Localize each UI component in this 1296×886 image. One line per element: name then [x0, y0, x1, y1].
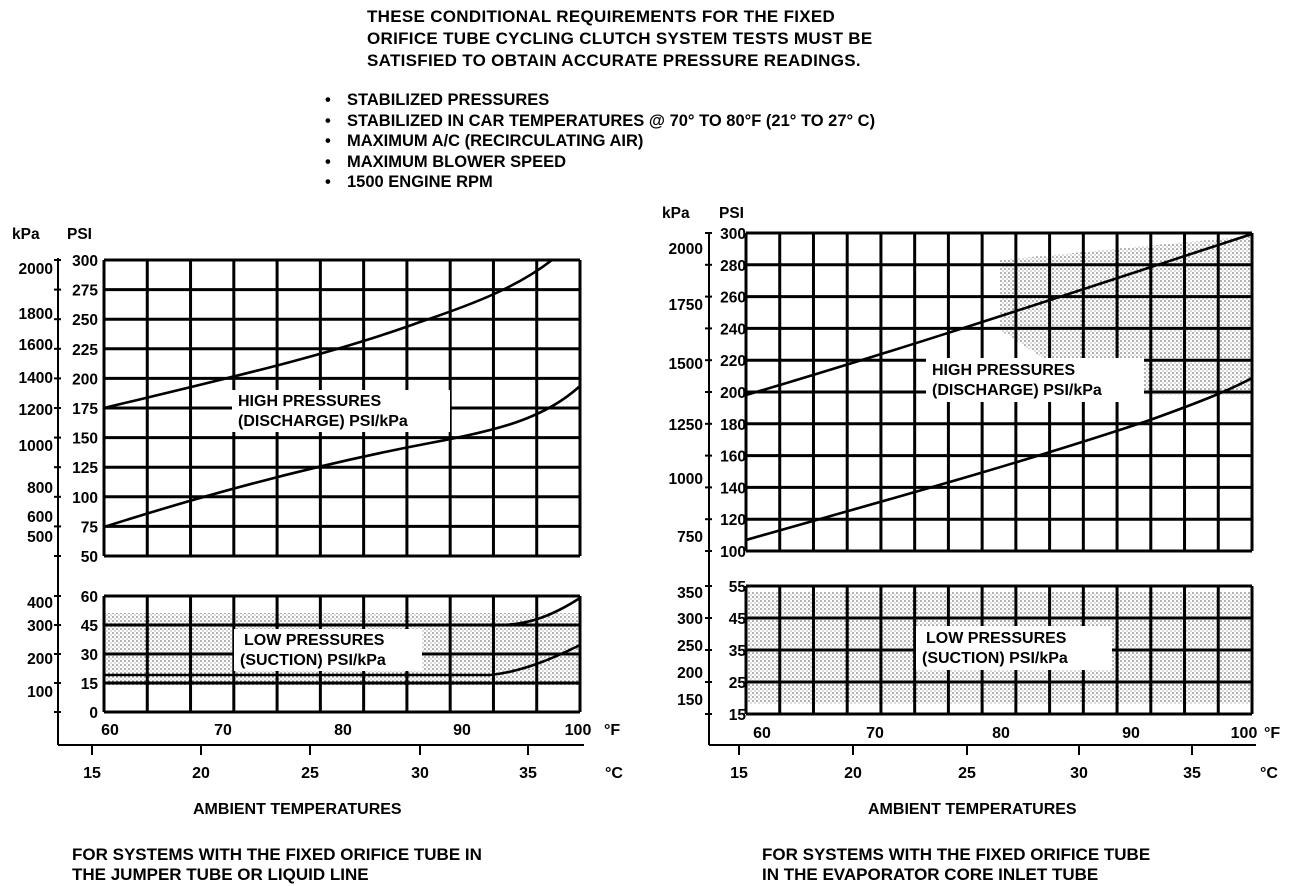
c-tick: 15	[730, 765, 748, 782]
high-kpa-tick: 1500	[668, 356, 703, 373]
low-psi-tick: 45	[728, 611, 746, 628]
f-tick: 100	[1230, 725, 1258, 742]
low-psi-tick: 60	[80, 589, 98, 606]
header-line: SATISFIED TO OBTAIN ACCURATE PRESSURE READINGS.	[367, 51, 861, 70]
f-tick: 60	[753, 725, 771, 742]
high-psi-tick: 100	[72, 489, 98, 507]
f-tick: 100	[564, 722, 592, 739]
left-low-label-line: (SUCTION) PSI/kPa	[240, 652, 386, 669]
low-psi-tick: 45	[80, 618, 98, 635]
right-high-label-line: (DISCHARGE) PSI/kPa	[932, 382, 1102, 399]
high-psi-tick: 300	[72, 253, 98, 270]
low-psi-tick: 30	[80, 647, 98, 664]
high-psi-tick: 250	[72, 312, 98, 330]
header-line: ORIFICE TUBE CYCLING CLUTCH SYSTEM TESTS MUST BE	[367, 29, 873, 48]
c-tick: 20	[844, 765, 862, 782]
low-kpa-tick: 250	[677, 638, 703, 655]
high-kpa-tick: 1750	[668, 297, 703, 314]
header-line: THESE CONDITIONAL REQUIREMENTS FOR THE FIXED	[367, 7, 836, 26]
f-tick: 80	[334, 722, 352, 739]
right-low-label	[922, 629, 1068, 669]
c-tick: 30	[1070, 765, 1088, 782]
condition-item: • STABILIZED IN CAR TEMPERATURES @ 70° TO 80°F (21° TO 27° C)	[325, 111, 875, 132]
high-kpa-tick: 2000	[18, 261, 53, 278]
left-caption-line: THE JUMPER TUBE OR LIQUID LINE	[72, 865, 369, 884]
left-low-label-line: LOW PRESSURES	[244, 632, 385, 649]
left-high-label	[238, 392, 408, 432]
high-kpa-tick: 1250	[668, 417, 703, 434]
high-kpa-tick: 800	[27, 480, 53, 497]
high-kpa-tick: 1800	[18, 306, 53, 323]
right-chart	[669, 226, 1281, 782]
high-kpa-tick: 2000	[668, 241, 703, 258]
f-tick: 70	[214, 722, 232, 739]
high-shade	[1000, 236, 1252, 330]
condition-item: • STABILIZED PRESSURES	[325, 90, 875, 111]
high-psi-tick: 180	[720, 416, 746, 434]
high-psi-tick: 150	[72, 430, 98, 448]
high-lower-curve	[746, 378, 1252, 540]
low-kpa-tick: 100	[27, 684, 53, 701]
low-kpa-tick: 400	[27, 595, 53, 612]
high-psi-tick: 275	[72, 282, 98, 300]
f-tick: 90	[1122, 725, 1140, 742]
right-low-label-line: LOW PRESSURES	[926, 630, 1067, 647]
right-caption-line: FOR SYSTEMS WITH THE FIXED ORIFICE TUBE	[762, 845, 1151, 864]
high-kpa-tick: 750	[677, 529, 703, 546]
condition-item: • 1500 ENGINE RPM	[325, 172, 875, 193]
left-high-label-line: HIGH PRESSURES	[238, 393, 382, 410]
high-kpa-tick: 1400	[18, 370, 53, 387]
right-caption	[762, 845, 1150, 885]
high-psi-tick: 300	[720, 226, 746, 243]
high-psi-tick: 50	[80, 549, 98, 566]
f-tick: 60	[101, 722, 119, 739]
low-psi-tick: 0	[89, 705, 98, 722]
high-psi-tick: 200	[720, 385, 746, 402]
high-psi-tick: 100	[720, 544, 746, 561]
c-tick: 35	[1183, 765, 1201, 782]
f-unit: °F	[1264, 725, 1281, 742]
left-caption-line: FOR SYSTEMS WITH THE FIXED ORIFICE TUBE IN	[72, 845, 482, 864]
low-psi-tick: 25	[728, 675, 746, 692]
f-tick: 70	[866, 725, 884, 742]
high-psi-tick: 240	[720, 321, 746, 339]
left-low-label	[240, 631, 386, 671]
high-kpa-tick: 600	[27, 509, 53, 526]
low-kpa-tick: 200	[27, 651, 53, 668]
right-high-label-line: HIGH PRESSURES	[932, 362, 1076, 379]
f-tick: 90	[453, 722, 471, 739]
high-kpa-tick: 1200	[18, 402, 53, 419]
c-tick: 25	[301, 765, 319, 782]
low-kpa-tick: 200	[677, 665, 703, 682]
left-x-title: AMBIENT TEMPERATURES	[193, 801, 402, 818]
right-caption-line: IN THE EVAPORATOR CORE INLET TUBE	[762, 865, 1099, 884]
high-psi-tick: 140	[720, 480, 746, 498]
left-psi-unit: PSI	[67, 226, 92, 243]
right-high-label	[932, 361, 1102, 401]
right-kpa-unit: kPa	[662, 205, 690, 222]
c-tick: 30	[411, 765, 429, 782]
low-psi-tick: 55	[728, 579, 746, 596]
condition-item: • MAXIMUM BLOWER SPEED	[325, 152, 875, 173]
c-tick: 15	[83, 765, 101, 782]
high-psi-tick: 225	[72, 341, 98, 359]
c-tick: 35	[519, 765, 537, 782]
right-x-title: AMBIENT TEMPERATURES	[868, 801, 1077, 818]
low-kpa-tick: 300	[677, 611, 703, 628]
c-tick: 25	[958, 765, 976, 782]
high-kpa-tick: 500	[27, 529, 53, 546]
condition-item: • MAXIMUM A/C (RECIRCULATING AIR)	[325, 131, 875, 152]
high-psi-tick: 175	[72, 401, 98, 418]
left-high-label-line: (DISCHARGE) PSI/kPa	[238, 413, 408, 430]
low-psi-tick: 15	[80, 676, 98, 693]
high-psi-tick: 125	[72, 460, 98, 478]
f-unit: °F	[604, 722, 621, 739]
low-kpa-tick: 150	[677, 692, 703, 709]
high-psi-tick: 220	[720, 353, 746, 371]
high-psi-tick: 200	[72, 371, 98, 389]
high-psi-tick: 280	[720, 257, 746, 275]
left-caption	[72, 845, 482, 885]
high-psi-tick: 75	[80, 519, 98, 537]
low-kpa-tick: 300	[27, 618, 53, 635]
low-psi-tick: 15	[728, 707, 746, 724]
high-psi-tick: 120	[720, 512, 746, 530]
high-kpa-tick: 1000	[18, 438, 53, 455]
right-psi-unit: PSI	[719, 205, 744, 222]
high-kpa-tick: 1600	[18, 337, 53, 354]
high-psi-tick: 160	[720, 448, 746, 466]
f-tick: 80	[992, 725, 1010, 742]
right-low-label-line: (SUCTION) PSI/kPa	[922, 650, 1068, 667]
left-kpa-unit: kPa	[12, 226, 40, 243]
c-tick: 20	[192, 765, 210, 782]
c-unit: °C	[1260, 765, 1278, 782]
low-kpa-tick: 350	[677, 585, 703, 602]
left-chart	[19, 253, 624, 782]
low-psi-tick: 35	[728, 643, 746, 660]
high-upper-curve	[104, 260, 552, 408]
high-psi-tick: 260	[720, 289, 746, 307]
high-kpa-tick: 1000	[668, 471, 703, 488]
c-unit: °C	[605, 765, 623, 782]
